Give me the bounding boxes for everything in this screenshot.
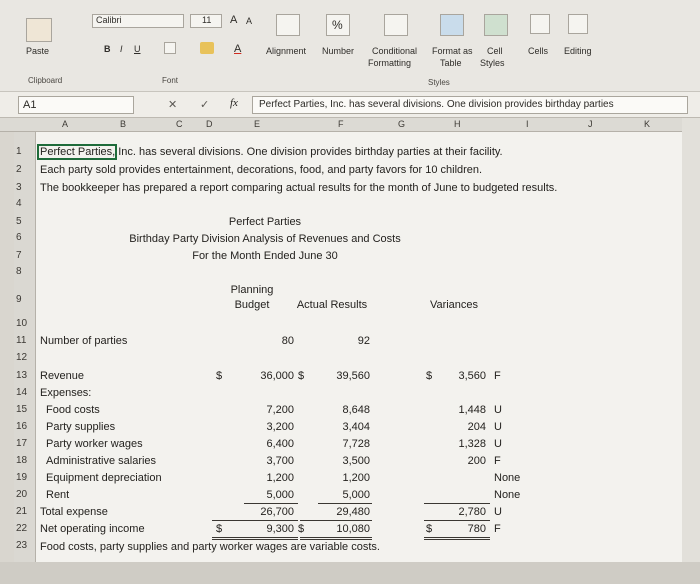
shrink-font-button[interactable]: A	[246, 16, 253, 26]
total-expense-flag: U	[494, 506, 502, 518]
row-header-9[interactable]: 9	[16, 294, 22, 305]
column-header-d[interactable]: D	[206, 119, 213, 129]
expense-var-admin: 200	[467, 455, 486, 467]
expense-budget-wages: 6,400	[266, 438, 294, 450]
row-header-22[interactable]: 22	[16, 523, 28, 534]
font-group-label: Font	[162, 76, 179, 85]
total-expense-variance: 2,780	[458, 506, 486, 518]
row-header-2[interactable]: 2	[16, 164, 22, 175]
row-header-12[interactable]: 12	[16, 352, 28, 363]
expense-label-food: Food costs	[46, 404, 100, 416]
borders-icon[interactable]	[164, 42, 176, 54]
insert-function-icon[interactable]: fx	[230, 97, 238, 109]
revenue-budget: 36,000	[260, 370, 294, 382]
rent-variance-underline	[424, 503, 490, 504]
conditional-formatting-label-2[interactable]: Formatting	[368, 58, 412, 68]
total-variance-underline	[424, 520, 490, 521]
ribbon	[0, 0, 700, 92]
row-header-16[interactable]: 16	[16, 421, 28, 432]
noi-budget: 9,300	[266, 523, 294, 535]
rent-actual-underline	[318, 503, 372, 504]
expense-var-wages: 1,328	[458, 438, 486, 450]
header-planning-1: Planning	[230, 284, 274, 296]
expense-var-food: 1,448	[458, 404, 486, 416]
expense-budget-depreciation: 1,200	[266, 472, 294, 484]
expense-actual-depreciation: 1,200	[342, 472, 370, 484]
number-of-parties-label: Number of parties	[40, 335, 128, 347]
row-header-6[interactable]: 6	[16, 232, 22, 243]
expense-actual-wages: 7,728	[342, 438, 370, 450]
revenue-label: Revenue	[40, 370, 85, 382]
noi-actual: 10,080	[336, 523, 370, 535]
alignment-icon[interactable]	[276, 14, 300, 36]
noi-budget-double-underline	[212, 537, 298, 540]
vertical-scrollbar[interactable]	[682, 118, 700, 562]
cancel-icon[interactable]: ✕	[168, 99, 178, 111]
revenue-actual: 39,560	[336, 370, 370, 382]
bold-button[interactable]: B	[104, 44, 111, 54]
clipboard-group-label: Clipboard	[28, 76, 63, 85]
format-table-label-2[interactable]: Table	[440, 58, 462, 68]
column-header-a[interactable]: A	[62, 119, 69, 129]
font-color-button[interactable]: A	[234, 43, 242, 55]
row-header-3[interactable]: 3	[16, 182, 22, 193]
expense-flag-wages: U	[494, 438, 502, 450]
row-header-1[interactable]: 1	[16, 146, 22, 157]
column-header-f[interactable]: F	[338, 119, 344, 129]
report-period: For the Month Ended June 30	[192, 250, 338, 262]
column-headers	[0, 118, 700, 132]
styles-group-label: Styles	[428, 78, 450, 87]
column-header-h[interactable]: H	[454, 119, 461, 129]
row-header-17[interactable]: 17	[16, 438, 28, 449]
total-expense-budget: 26,700	[260, 506, 294, 518]
alignment-button[interactable]: Alignment	[266, 46, 307, 56]
row-header-13[interactable]: 13	[16, 370, 28, 381]
noi-budget-dollar: $	[216, 523, 223, 535]
expense-var-supplies: 204	[467, 421, 486, 433]
fill-color-icon[interactable]	[200, 42, 214, 54]
noi-actual-dollar: $	[298, 523, 305, 535]
noi-variance: 780	[467, 523, 486, 535]
paste-button[interactable]: Paste	[26, 46, 50, 56]
expense-budget-rent: 5,000	[266, 489, 294, 501]
revenue-var-dollar: $	[426, 370, 433, 382]
footnote: Food costs, party supplies and party worker wages are variable costs.	[40, 541, 380, 553]
expense-actual-admin: 3,500	[342, 455, 370, 467]
row-header-7[interactable]: 7	[16, 250, 22, 261]
expense-label-wages: Party worker wages	[46, 438, 143, 450]
expense-actual-supplies: 3,404	[342, 421, 370, 433]
expense-flag-food: U	[494, 404, 502, 416]
revenue-variance-flag: F	[494, 370, 501, 382]
intro-line-1: Perfect Parties, Inc. has several divisions. One division provides birthday parties at their facility.	[40, 146, 503, 158]
expense-actual-food: 8,648	[342, 404, 370, 416]
row-header-21[interactable]: 21	[16, 506, 28, 517]
underline-button[interactable]: U	[134, 44, 141, 54]
name-box[interactable]: A1	[18, 96, 134, 114]
intro-line-3: The bookkeeper has prepared a report comparing actual results for the month of June to budgeted results.	[40, 182, 558, 194]
expense-label-rent: Rent	[46, 489, 70, 501]
column-header-e[interactable]: E	[254, 119, 261, 129]
row-header-20[interactable]: 20	[16, 489, 28, 500]
rent-budget-underline	[244, 503, 298, 504]
revenue-budget-dollar: $	[216, 370, 223, 382]
cell-styles-label-2[interactable]: Styles	[480, 58, 505, 68]
conditional-formatting-label-1[interactable]: Conditional	[372, 46, 418, 56]
row-header-5[interactable]: 5	[16, 216, 22, 227]
column-header-j[interactable]: J	[588, 119, 593, 129]
row-header-11[interactable]: 11	[16, 335, 27, 346]
number-of-parties-budget: 80	[281, 335, 294, 347]
number-button[interactable]: Number	[322, 46, 355, 56]
header-actual-results: Actual Results	[296, 299, 368, 311]
row-header-10[interactable]: 10	[16, 318, 28, 329]
formula-bar	[0, 92, 700, 118]
font-size: 11	[202, 15, 212, 25]
row-header-15[interactable]: 15	[16, 404, 28, 415]
total-budget-underline	[212, 520, 298, 521]
expense-budget-supplies: 3,200	[266, 421, 294, 433]
column-header-g[interactable]: G	[398, 119, 406, 129]
format-table-label-1[interactable]: Format as	[432, 46, 473, 56]
row-header-23[interactable]: 23	[16, 540, 28, 551]
percent-glyph: %	[332, 18, 343, 32]
cells-button[interactable]: Cells	[528, 46, 549, 56]
expense-budget-food: 7,200	[266, 404, 294, 416]
noi-var-dollar: $	[426, 523, 433, 535]
revenue-variance: 3,560	[458, 370, 486, 382]
italic-button[interactable]: I	[120, 44, 123, 54]
total-expense-label: Total expense	[40, 506, 108, 518]
editing-icon[interactable]	[568, 14, 588, 34]
column-header-c[interactable]: C	[176, 119, 183, 129]
noi-actual-double-underline	[300, 537, 372, 540]
conditional-formatting-icon[interactable]	[384, 14, 408, 36]
row-header-14[interactable]: 14	[16, 387, 28, 398]
row-header-19[interactable]: 19	[16, 472, 28, 483]
total-expense-actual: 29,480	[336, 506, 370, 518]
noi-variance-double-underline	[424, 537, 490, 540]
revenue-actual-dollar: $	[298, 370, 305, 382]
cell-styles-label-1[interactable]: Cell	[487, 46, 503, 56]
column-header-i[interactable]: I	[526, 119, 529, 129]
expense-label-depreciation: Equipment depreciation	[46, 472, 162, 484]
row-header-8[interactable]: 8	[16, 266, 22, 277]
intro-line-2: Each party sold provides entertainment, decorations, food, and party favors for 10 children.	[40, 164, 483, 176]
editing-button[interactable]: Editing	[564, 46, 592, 56]
format-table-icon[interactable]	[440, 14, 464, 36]
formula-input[interactable]: Perfect Parties, Inc. has several divisions. One division provides birthday parties	[252, 96, 688, 114]
header-variances: Variances	[429, 299, 479, 311]
expense-flag-depreciation: None	[494, 472, 521, 484]
sheet-bottom-edge	[0, 562, 700, 584]
paste-icon[interactable]	[26, 18, 52, 42]
row-header-4[interactable]: 4	[16, 198, 22, 209]
expense-flag-rent: None	[494, 489, 521, 501]
report-subtitle: Birthday Party Division Analysis of Revenues and Costs	[129, 233, 401, 245]
column-header-b[interactable]: B	[120, 119, 127, 129]
number-of-parties-actual: 92	[357, 335, 370, 347]
column-header-k[interactable]: K	[644, 119, 651, 129]
cell-styles-icon[interactable]	[484, 14, 508, 36]
net-operating-income-label: Net operating income	[40, 523, 145, 535]
header-planning-2: Budget	[234, 299, 270, 311]
expense-budget-admin: 3,700	[266, 455, 294, 467]
expense-flag-admin: F	[494, 455, 501, 467]
enter-icon[interactable]: ✓	[200, 99, 210, 111]
grow-font-button[interactable]: A	[230, 14, 238, 26]
total-actual-underline	[300, 520, 372, 521]
expense-flag-supplies: U	[494, 421, 502, 433]
expenses-label: Expenses:	[40, 387, 92, 399]
expense-label-supplies: Party supplies	[46, 421, 116, 433]
cells-icon[interactable]	[530, 14, 550, 34]
expense-label-admin: Administrative salaries	[46, 455, 157, 467]
row-header-18[interactable]: 18	[16, 455, 28, 466]
expense-actual-rent: 5,000	[342, 489, 370, 501]
noi-variance-flag: F	[494, 523, 501, 535]
report-title: Perfect Parties	[228, 216, 302, 228]
font-name: Calibri	[96, 15, 122, 25]
